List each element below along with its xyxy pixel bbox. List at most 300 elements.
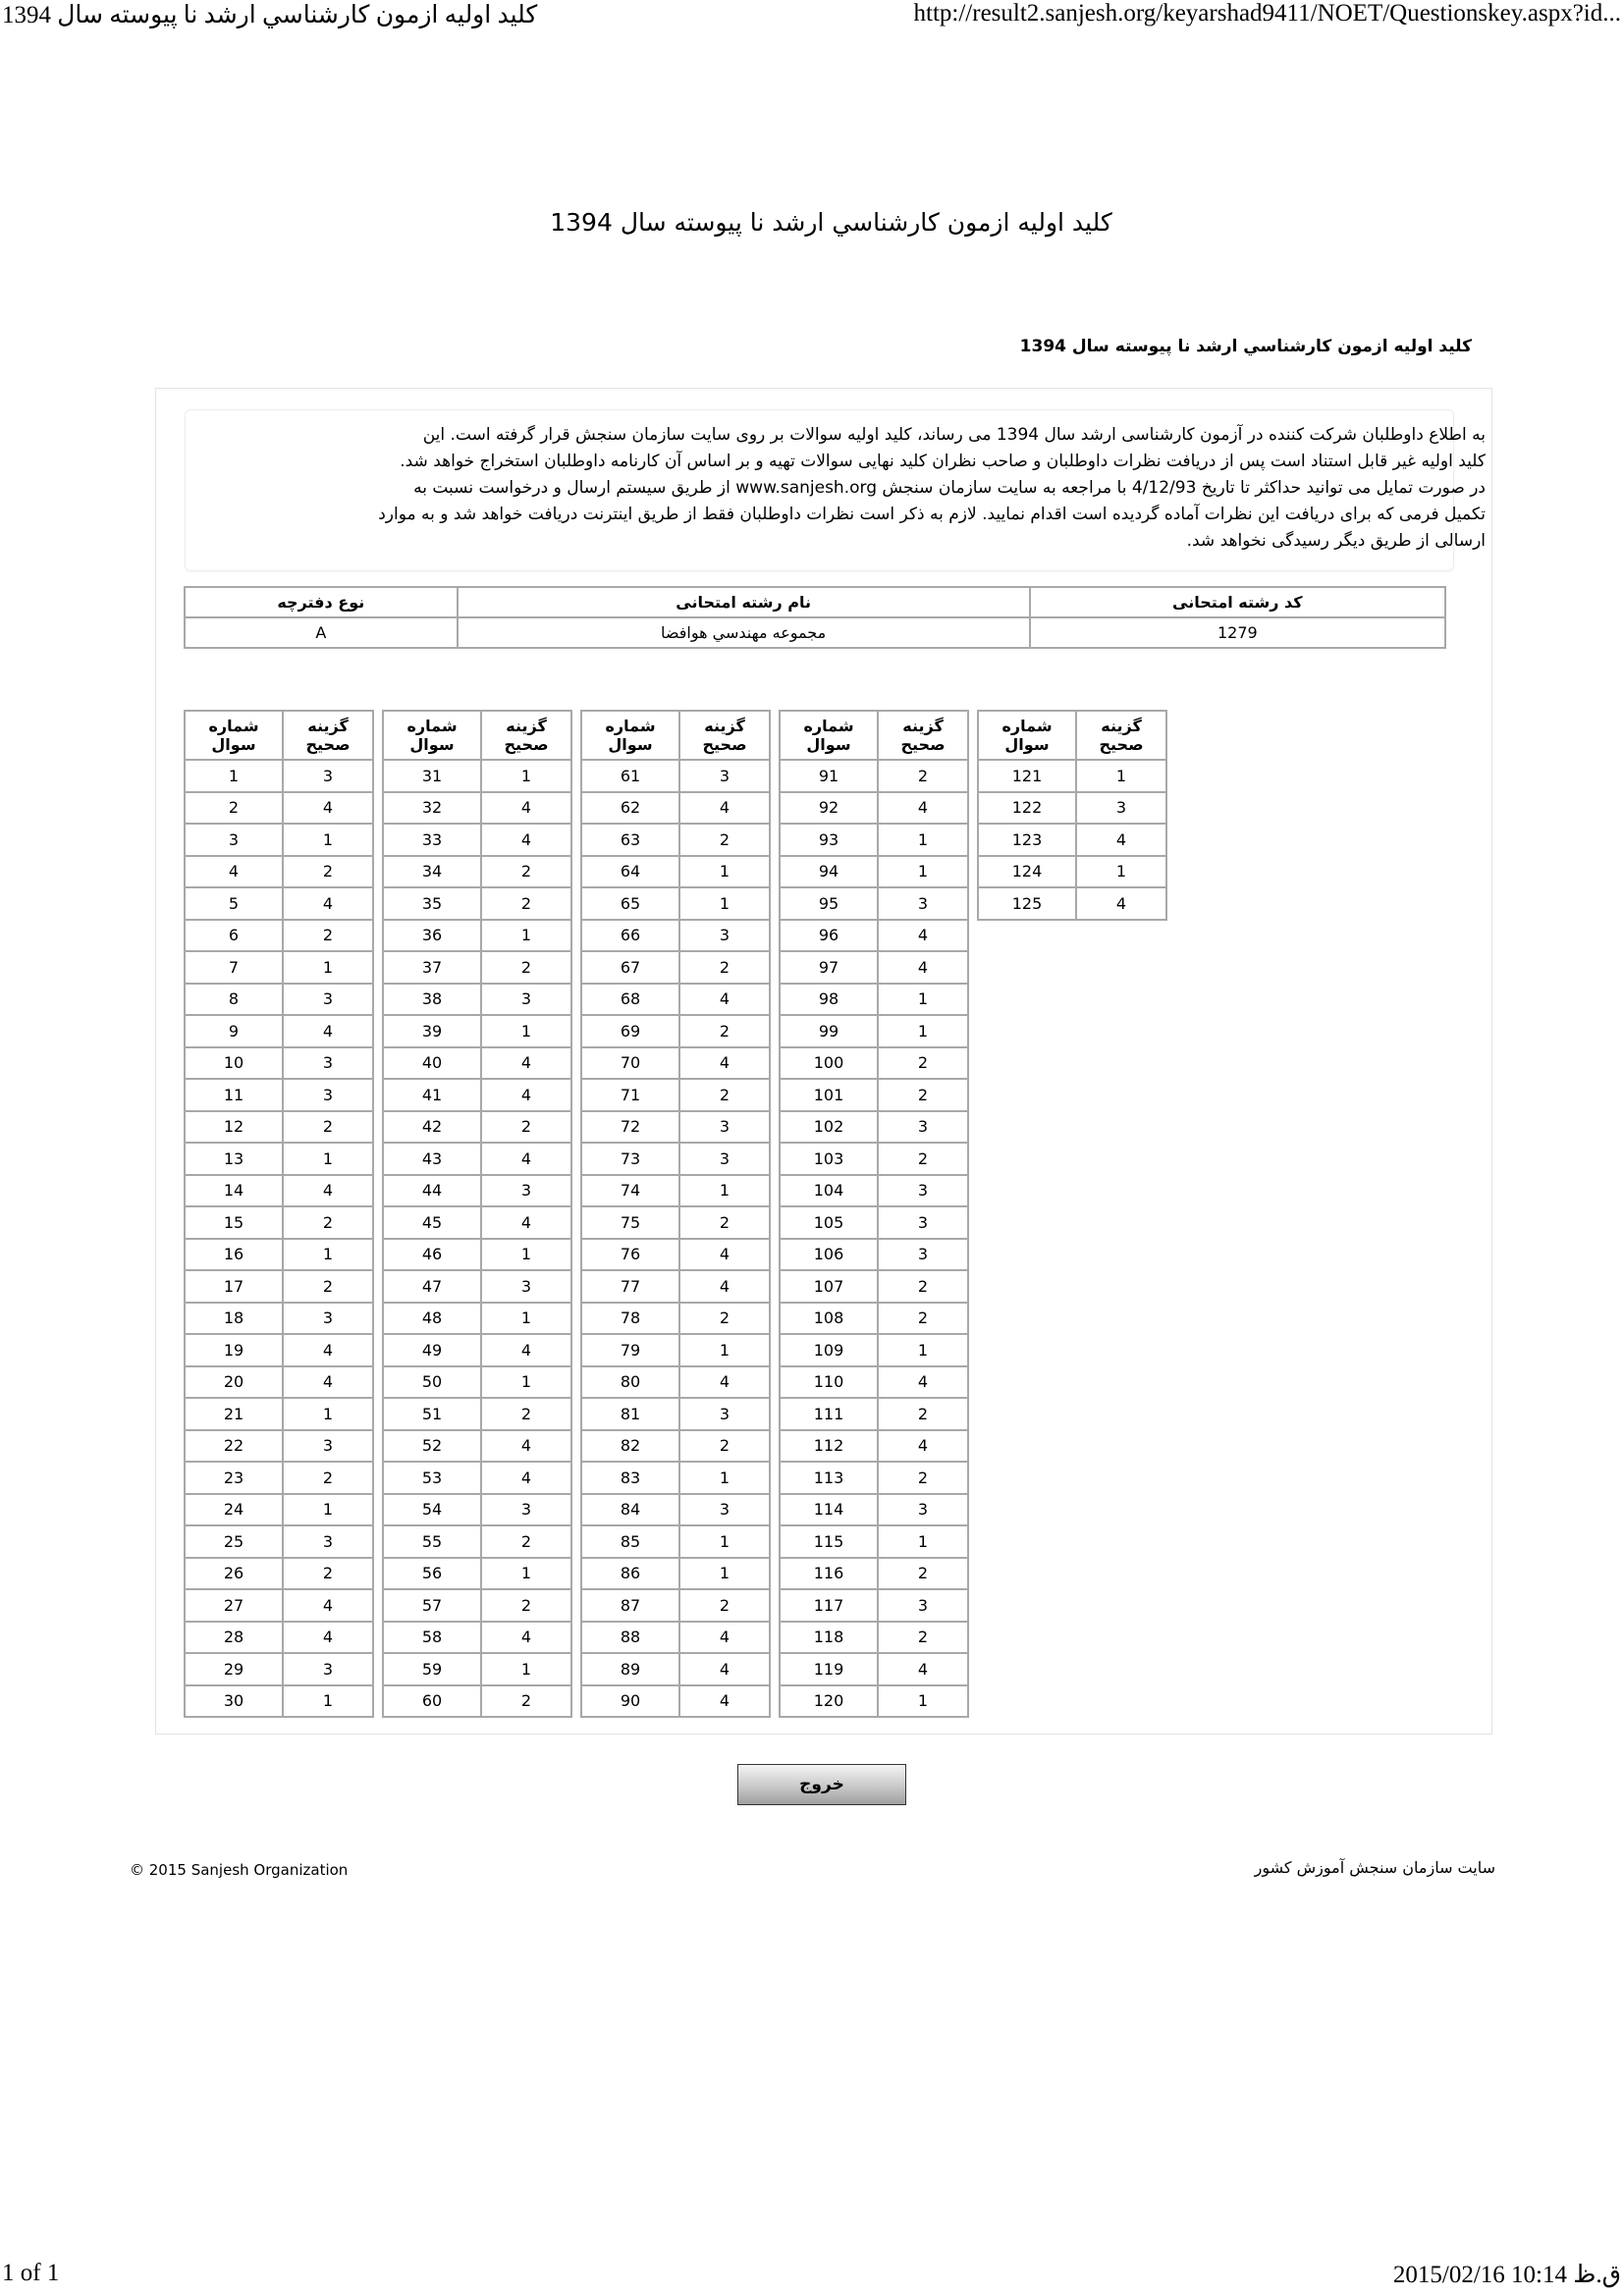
table-row <box>780 1366 968 1399</box>
question-number: 2 <box>185 792 283 825</box>
question-number: 38 <box>383 984 481 1016</box>
question-number: 110 <box>780 1366 878 1399</box>
question-number: 64 <box>581 856 679 888</box>
table-row <box>185 984 373 1016</box>
booklet-type-header: نوع دفترچه <box>185 587 458 617</box>
table-row <box>383 1525 571 1558</box>
question-number: 107 <box>780 1270 878 1303</box>
question-number: 80 <box>581 1366 679 1399</box>
notice-line: به اطلاع داوطلبان شرکت کننده در آزمون کارشناسی ارشد سال 1394 می رساند، کلید اولیه سوالات بر روی سایت سازمان سنجش قرار گرفته است. این <box>422 425 1486 445</box>
question-number: 116 <box>780 1558 878 1590</box>
notice-line: کلید اولیه غیر قابل استناد است پس از دریافت نظرات داوطلبان و صاحب نظران کلید نهایی سوالات تهیه و بر اساس آن کارنامه داوطلبان استخراج خواهد شد. <box>400 452 1486 471</box>
correct-option: 4 <box>1076 824 1166 856</box>
question-number: 1 <box>185 760 283 792</box>
question-number: 31 <box>383 760 481 792</box>
table-row <box>581 760 770 792</box>
correct-option: 1 <box>481 1366 571 1399</box>
table-row <box>383 1079 571 1111</box>
table-row <box>978 760 1166 792</box>
table-row <box>581 1366 770 1399</box>
exam-info-value-row <box>185 617 1445 648</box>
correct-option: 1 <box>679 1175 770 1207</box>
correct-option: 1 <box>283 951 373 984</box>
correct-option: 2 <box>283 1270 373 1303</box>
exam-info-header-row <box>185 587 1445 617</box>
question-number: 23 <box>185 1462 283 1494</box>
question-number: 87 <box>581 1589 679 1622</box>
answer-table <box>580 710 771 1718</box>
table-row <box>383 792 571 825</box>
correct-option: 2 <box>679 1015 770 1047</box>
correct-option: 1 <box>283 1398 373 1430</box>
question-number: 69 <box>581 1015 679 1047</box>
table-row <box>581 1430 770 1463</box>
correct-option: 4 <box>481 1047 571 1080</box>
correct-option: 2 <box>679 824 770 856</box>
question-number: 74 <box>581 1175 679 1207</box>
table-row <box>780 792 968 825</box>
correct-option: 4 <box>283 1175 373 1207</box>
table-row <box>581 1462 770 1494</box>
table-row <box>185 1398 373 1430</box>
correct-option: 3 <box>283 1525 373 1558</box>
correct-option: 2 <box>878 1270 968 1303</box>
correct-option: 3 <box>878 1206 968 1239</box>
correct-option: 4 <box>481 1622 571 1654</box>
question-number: 49 <box>383 1334 481 1366</box>
correct-option: 2 <box>679 951 770 984</box>
answer-table <box>779 710 969 1718</box>
table-row <box>581 1685 770 1718</box>
answer-table-header-row <box>780 711 968 760</box>
table-row <box>383 1653 571 1685</box>
correct-option: 4 <box>481 1079 571 1111</box>
table-row <box>185 1430 373 1463</box>
question-number: 24 <box>185 1494 283 1526</box>
notice-line: تکمیل فرمی که برای دریافت این نظرات آماده گردیده است اقدام نمایید. لازم به ذکر است نظرات داوطلبان فقط از طریق اینترنت دریافت خواهد شد و به موارد <box>378 505 1486 524</box>
question-number: 3 <box>185 824 283 856</box>
table-row <box>581 792 770 825</box>
table-row <box>780 1111 968 1144</box>
question-number: 82 <box>581 1430 679 1463</box>
correct-option: 2 <box>878 1143 968 1175</box>
question-number: 113 <box>780 1462 878 1494</box>
question-number: 117 <box>780 1589 878 1622</box>
table-row <box>185 1334 373 1366</box>
table-row <box>780 1303 968 1335</box>
question-number: 81 <box>581 1398 679 1430</box>
correct-option: 2 <box>481 1685 571 1718</box>
table-row <box>383 1015 571 1047</box>
question-number: 95 <box>780 887 878 920</box>
table-row <box>185 1303 373 1335</box>
table-row <box>581 1622 770 1654</box>
correct-option: 3 <box>679 1143 770 1175</box>
correct-option: 1 <box>1076 760 1166 792</box>
table-row <box>780 1334 968 1366</box>
correct-option: 2 <box>679 1303 770 1335</box>
question-number: 4 <box>185 856 283 888</box>
table-row <box>185 1622 373 1654</box>
question-number: 41 <box>383 1079 481 1111</box>
table-row <box>581 920 770 952</box>
table-row <box>383 1366 571 1399</box>
table-row <box>581 1334 770 1366</box>
question-number: 114 <box>780 1494 878 1526</box>
correct-option: 1 <box>283 1239 373 1271</box>
table-row <box>383 1430 571 1463</box>
correct-option: 4 <box>283 1015 373 1047</box>
notice-line: ارسالی از طریق دیگر رسیدگی نخواهد شد. <box>1186 531 1486 551</box>
correct-option: 2 <box>481 1398 571 1430</box>
table-row <box>581 1525 770 1558</box>
correct-option: 1 <box>283 1494 373 1526</box>
question-number: 9 <box>185 1015 283 1047</box>
field-name-value: مجموعه مهندسي هوافضا <box>458 617 1030 648</box>
correct-option: 2 <box>283 1462 373 1494</box>
question-number: 16 <box>185 1239 283 1271</box>
question-number: 6 <box>185 920 283 952</box>
question-number: 44 <box>383 1175 481 1207</box>
question-number: 71 <box>581 1079 679 1111</box>
question-number: 94 <box>780 856 878 888</box>
table-row <box>185 1143 373 1175</box>
answer-table-header-row <box>185 711 373 760</box>
table-row <box>185 920 373 952</box>
table-row <box>185 1111 373 1144</box>
question-number: 120 <box>780 1685 878 1718</box>
table-row <box>780 1398 968 1430</box>
print-header-url: http://result2.sanjesh.org/keyarshad9411/NOET/Questionskey.aspx?id... <box>913 0 1621 27</box>
table-row <box>780 1525 968 1558</box>
question-number: 35 <box>383 887 481 920</box>
table-row <box>978 887 1166 920</box>
question-number: 58 <box>383 1622 481 1654</box>
question-number: 122 <box>978 792 1076 825</box>
correct-option: 1 <box>679 1558 770 1590</box>
correct-option: 1 <box>283 1685 373 1718</box>
table-row <box>185 1494 373 1526</box>
question-number: 77 <box>581 1270 679 1303</box>
table-row <box>383 951 571 984</box>
question-number: 96 <box>780 920 878 952</box>
correct-option: 4 <box>679 1685 770 1718</box>
correct-option: 1 <box>481 920 571 952</box>
correct-option: 2 <box>679 1206 770 1239</box>
answer-table <box>382 710 572 1718</box>
question-number: 72 <box>581 1111 679 1144</box>
field-name-header: نام رشته امتحانی <box>458 587 1030 617</box>
section-title: كليد اوليه ازمون كارشناسي ارشد نا پيوسته سال 1394 <box>1019 337 1472 356</box>
correct-option: 3 <box>481 1494 571 1526</box>
exit-button[interactable]: خروج <box>737 1764 906 1805</box>
question-number: 61 <box>581 760 679 792</box>
table-row <box>780 887 968 920</box>
correct-option: 2 <box>878 1462 968 1494</box>
correct-option: 1 <box>283 1143 373 1175</box>
table-row <box>383 1175 571 1207</box>
correct-option: 4 <box>679 984 770 1016</box>
question-number: 52 <box>383 1430 481 1463</box>
question-number: 118 <box>780 1622 878 1654</box>
question-number: 104 <box>780 1175 878 1207</box>
question-number: 59 <box>383 1653 481 1685</box>
table-row <box>581 1047 770 1080</box>
notice-text <box>347 422 1486 555</box>
table-row <box>383 1334 571 1366</box>
correct-option: 3 <box>283 1079 373 1111</box>
question-number: 57 <box>383 1589 481 1622</box>
table-row <box>383 1685 571 1718</box>
question-number: 92 <box>780 792 878 825</box>
correct-option: 4 <box>283 792 373 825</box>
correct-option: 3 <box>878 1589 968 1622</box>
table-row <box>581 1015 770 1047</box>
correct-option: 3 <box>878 1111 968 1144</box>
table-row <box>780 1079 968 1111</box>
answer-table-header-row <box>978 711 1166 760</box>
question-number: 109 <box>780 1334 878 1366</box>
question-number: 42 <box>383 1111 481 1144</box>
question-number: 8 <box>185 984 283 1016</box>
question-number: 7 <box>185 951 283 984</box>
table-row <box>185 1270 373 1303</box>
table-row <box>581 1589 770 1622</box>
question-number: 85 <box>581 1525 679 1558</box>
correct-option: 2 <box>878 1622 968 1654</box>
correct-option: 1 <box>679 1525 770 1558</box>
question-number: 111 <box>780 1398 878 1430</box>
question-number: 88 <box>581 1622 679 1654</box>
table-row <box>780 920 968 952</box>
question-number: 90 <box>581 1685 679 1718</box>
question-number: 101 <box>780 1079 878 1111</box>
field-code-header: کد رشته امتحانی <box>1030 587 1445 617</box>
question-number: 68 <box>581 984 679 1016</box>
table-row <box>581 1558 770 1590</box>
question-number: 86 <box>581 1558 679 1590</box>
correct-option-header: گزینه صحیح <box>1076 711 1166 760</box>
correct-option: 3 <box>679 1398 770 1430</box>
correct-option: 2 <box>878 1558 968 1590</box>
table-row <box>780 1685 968 1718</box>
correct-option: 3 <box>878 1494 968 1526</box>
correct-option: 4 <box>283 1366 373 1399</box>
question-number: 105 <box>780 1206 878 1239</box>
question-number: 73 <box>581 1143 679 1175</box>
correct-option: 1 <box>878 824 968 856</box>
correct-option: 2 <box>481 1111 571 1144</box>
question-number: 121 <box>978 760 1076 792</box>
table-row <box>581 951 770 984</box>
question-number-header: شماره سوال <box>780 711 878 760</box>
correct-option: 2 <box>481 1525 571 1558</box>
table-row <box>780 824 968 856</box>
question-number: 21 <box>185 1398 283 1430</box>
correct-option: 1 <box>878 1525 968 1558</box>
correct-option: 3 <box>1076 792 1166 825</box>
table-row <box>185 1175 373 1207</box>
correct-option: 4 <box>878 920 968 952</box>
table-row <box>185 951 373 984</box>
question-number: 14 <box>185 1175 283 1207</box>
question-number: 89 <box>581 1653 679 1685</box>
sanjesh-site-link[interactable]: سایت سازمان سنجش آموزش کشور <box>1254 1858 1495 1877</box>
question-number: 83 <box>581 1462 679 1494</box>
question-number: 124 <box>978 856 1076 888</box>
correct-option: 4 <box>481 824 571 856</box>
table-row <box>780 951 968 984</box>
question-number: 93 <box>780 824 878 856</box>
correct-option: 4 <box>878 951 968 984</box>
correct-option: 4 <box>481 792 571 825</box>
answer-table-header-row <box>581 711 770 760</box>
correct-option: 4 <box>283 1622 373 1654</box>
correct-option: 1 <box>481 760 571 792</box>
correct-option: 3 <box>679 1494 770 1526</box>
question-number: 102 <box>780 1111 878 1144</box>
correct-option: 4 <box>481 1206 571 1239</box>
table-row <box>581 1270 770 1303</box>
table-row <box>780 1239 968 1271</box>
question-number: 37 <box>383 951 481 984</box>
table-row <box>383 1270 571 1303</box>
correct-option: 1 <box>481 1558 571 1590</box>
table-row <box>383 1622 571 1654</box>
question-number: 56 <box>383 1558 481 1590</box>
question-number: 25 <box>185 1525 283 1558</box>
question-number: 48 <box>383 1303 481 1335</box>
table-row <box>581 824 770 856</box>
table-row <box>581 887 770 920</box>
page-title: كليد اوليه ازمون كارشناسي ارشد نا پيوسته سال 1394 <box>550 208 1112 237</box>
correct-option: 4 <box>679 1653 770 1685</box>
question-number: 51 <box>383 1398 481 1430</box>
print-header-title: كليد اوليه ازمون كارشناسي ارشد نا پيوسته سال 1394 <box>2 2 538 28</box>
question-number: 19 <box>185 1334 283 1366</box>
table-row <box>581 1303 770 1335</box>
question-number: 60 <box>383 1685 481 1718</box>
table-row <box>383 920 571 952</box>
table-row <box>383 1143 571 1175</box>
correct-option: 4 <box>679 1047 770 1080</box>
question-number: 20 <box>185 1366 283 1399</box>
table-row <box>581 1239 770 1271</box>
exam-info-table <box>184 586 1446 649</box>
question-number: 17 <box>185 1270 283 1303</box>
correct-option: 4 <box>878 1366 968 1399</box>
table-row <box>185 856 373 888</box>
correct-option: 4 <box>481 1462 571 1494</box>
correct-option: 4 <box>878 792 968 825</box>
question-number: 55 <box>383 1525 481 1558</box>
answer-table-header-row <box>383 711 571 760</box>
table-row <box>780 1175 968 1207</box>
correct-option: 2 <box>878 1047 968 1080</box>
correct-option: 4 <box>679 1270 770 1303</box>
question-number: 5 <box>185 887 283 920</box>
table-row <box>780 1589 968 1622</box>
table-row <box>383 1239 571 1271</box>
correct-option: 2 <box>283 1558 373 1590</box>
table-row <box>383 856 571 888</box>
correct-option: 2 <box>481 1589 571 1622</box>
table-row <box>780 856 968 888</box>
table-row <box>780 1622 968 1654</box>
correct-option-header: گزینه صحیح <box>878 711 968 760</box>
table-row <box>780 1430 968 1463</box>
table-row <box>383 984 571 1016</box>
table-row <box>581 1494 770 1526</box>
question-number: 78 <box>581 1303 679 1335</box>
table-row <box>185 1047 373 1080</box>
correct-option: 1 <box>878 984 968 1016</box>
question-number: 123 <box>978 824 1076 856</box>
question-number: 11 <box>185 1079 283 1111</box>
correct-option: 2 <box>481 951 571 984</box>
correct-option: 1 <box>878 856 968 888</box>
question-number: 67 <box>581 951 679 984</box>
table-row <box>581 856 770 888</box>
correct-option: 3 <box>679 920 770 952</box>
correct-option: 1 <box>1076 856 1166 888</box>
table-row <box>383 1111 571 1144</box>
question-number: 28 <box>185 1622 283 1654</box>
correct-option: 1 <box>679 1462 770 1494</box>
table-row <box>383 887 571 920</box>
correct-option: 3 <box>481 984 571 1016</box>
question-number: 34 <box>383 856 481 888</box>
question-number: 47 <box>383 1270 481 1303</box>
question-number: 103 <box>780 1143 878 1175</box>
correct-option: 2 <box>283 1206 373 1239</box>
table-row <box>185 1685 373 1718</box>
correct-option: 3 <box>679 1111 770 1144</box>
correct-option: 1 <box>481 1015 571 1047</box>
correct-option-header: گزینه صحیح <box>679 711 770 760</box>
table-row <box>185 760 373 792</box>
copyright-text: © 2015 Sanjesh Organization <box>130 1861 349 1879</box>
booklet-type-value: A <box>185 617 458 648</box>
table-row <box>780 1143 968 1175</box>
question-number: 10 <box>185 1047 283 1080</box>
answer-table <box>184 710 374 1718</box>
table-row <box>581 1653 770 1685</box>
question-number: 65 <box>581 887 679 920</box>
correct-option: 4 <box>481 1143 571 1175</box>
question-number: 62 <box>581 792 679 825</box>
correct-option: 2 <box>481 856 571 888</box>
correct-option: 4 <box>878 1653 968 1685</box>
table-row <box>383 1047 571 1080</box>
correct-option: 2 <box>481 887 571 920</box>
correct-option: 2 <box>679 1589 770 1622</box>
question-number: 79 <box>581 1334 679 1366</box>
question-number: 66 <box>581 920 679 952</box>
table-row <box>185 1366 373 1399</box>
table-row <box>581 1206 770 1239</box>
table-row <box>185 1589 373 1622</box>
correct-option: 4 <box>283 887 373 920</box>
table-row <box>383 1558 571 1590</box>
correct-option: 4 <box>679 1366 770 1399</box>
table-row <box>185 887 373 920</box>
correct-option: 2 <box>878 1398 968 1430</box>
correct-option: 3 <box>283 1303 373 1335</box>
correct-option: 2 <box>679 1079 770 1111</box>
table-row <box>185 1462 373 1494</box>
question-number: 29 <box>185 1653 283 1685</box>
